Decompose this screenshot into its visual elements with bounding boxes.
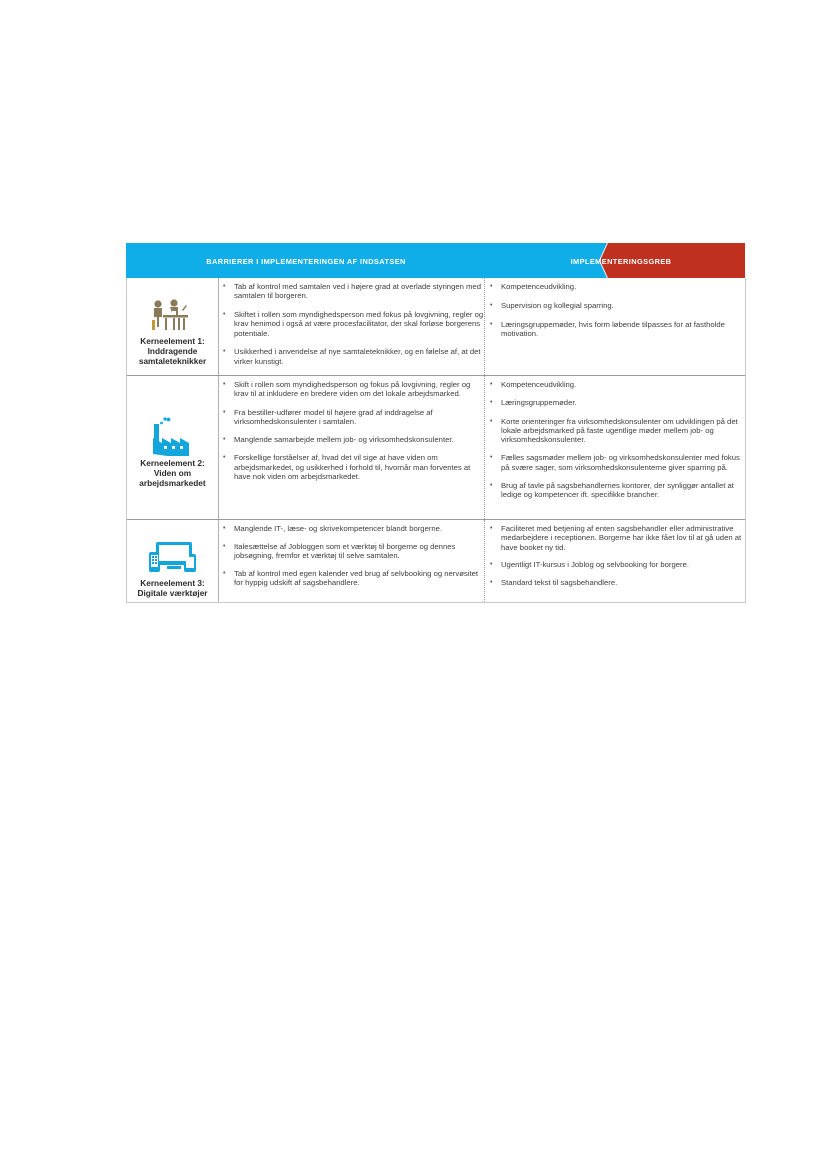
barrier-item: • Skift i rollen som myndighedsperson og fokus på lovgivning, regler og krav til at inkludere en bredere viden om det lokale arbejdsmarked.	[219, 380, 484, 399]
measure-item: • Læringsgruppemøder.	[486, 398, 747, 407]
measures-cell	[485, 520, 747, 602]
header-barriers-label: BARRIERER I IMPLEMENTERINGEN AF INDSATSEN	[206, 257, 406, 266]
measure-item: • Brug af tavle på sagsbehandlernes kontorer, der synliggør antallet at ledige og kompetencer ift. specifikke brancher.	[486, 481, 747, 500]
barrier-item: • Manglende IT-, læse- og skrivekompetencer blandt borgerne.	[219, 524, 484, 533]
barrier-item: • Tab af kontrol med egen kalender ved brug af selvbooking og nervøsitet for hyppig udskift af sagsbehandlere.	[219, 569, 484, 588]
barrier-item: • Italesættelse af Jobloggen som et værktøj til borgerne og dennes jobsøgning, fremfor et værktøj til selve samtalen.	[219, 542, 484, 561]
table-body	[126, 278, 746, 603]
table-row	[127, 519, 745, 602]
table-header	[126, 243, 745, 278]
measure-item: • Standard tekst til sagsbehandlere.	[486, 578, 747, 587]
table-row	[127, 278, 745, 375]
barriers-cell	[219, 278, 485, 375]
measure-item: • Kompetenceudvikling.	[486, 380, 747, 389]
barrier-item: • Skiftet i rollen som myndighedsperson med fokus på lovgivning, regler og krav henimod i også at være procesfacilitator, der skal forløse borgerens potentiale.	[219, 310, 484, 338]
element-cell	[127, 520, 219, 602]
measure-item: • Faciliteret med betjening af enten sagsbehandler eller administrative medarbejdere i receptionen. Borgerne har ikke fået lov til at gå uden at have booket ny tid.	[486, 524, 747, 552]
element-cell	[127, 278, 219, 375]
barriers-cell	[219, 376, 485, 519]
measure-item: • Korte orienteringer fra virksomhedskonsulenter om udviklingen på det lokale arbejdsmarked på faste ugentlige møder mellem job- og virksomhedskonsulenter.	[486, 417, 747, 445]
factory-icon	[127, 416, 218, 461]
barrier-item: • Manglende samarbejde mellem job- og virksomhedskonsulenter.	[219, 435, 484, 444]
element-cell	[127, 376, 219, 519]
header-measures-label: IMPLEMENTERINGSGREB	[570, 257, 672, 266]
measures-cell	[485, 278, 747, 375]
barrier-item: • Tab af kontrol med samtalen ved i højere grad at overlade styringen med samtalen til borgeren.	[219, 282, 484, 301]
barriers-cell	[219, 520, 485, 602]
barrier-item: • Usikkerhed i anvendelse af nye samtaleteknikker, og en følelse af, at det virker kunstigt.	[219, 347, 484, 366]
measure-item: • Fælles sagsmøder mellem job- og virksomhedskonsulenter med fokus på svære sager, som virksomhedskonsulenterne giver sparring på.	[486, 453, 747, 472]
barrier-item: • Fra bestiller-udfører model til højere grad af inddragelse af virksomhedskonsulenter i samtalen.	[219, 408, 484, 427]
measure-item: • Ugentligt IT-kursus i Joblog og selvbooking for borgere.	[486, 560, 747, 569]
table-row	[127, 375, 745, 519]
element-label: Kerneelement 2: Viden om arbejdsmarkedet	[139, 458, 206, 488]
element-label: Kerneelement 1: Inddragende samtaleteknikker	[138, 336, 207, 366]
measures-cell	[485, 376, 747, 519]
element-label: Kerneelement 3: Digitale værktøjer	[137, 578, 208, 598]
devices-icon	[127, 540, 218, 579]
people-at-desk-icon	[127, 298, 218, 339]
barrier-item: • Forskellige forståelser af, hvad det vil sige at have viden om arbejdsmarkedet, og usikkerhed i forhold til, hvornår man forventes at have nok viden om arbejdsmarkedet.	[219, 453, 484, 481]
measure-item: • Kompetenceudvikling.	[486, 282, 747, 291]
measure-item: • Læringsgruppemøder, hvis form løbende tilpasses for at fastholde motivation.	[486, 320, 747, 339]
implementation-table	[126, 243, 745, 603]
measure-item: • Supervision og kollegial sparring.	[486, 301, 747, 310]
